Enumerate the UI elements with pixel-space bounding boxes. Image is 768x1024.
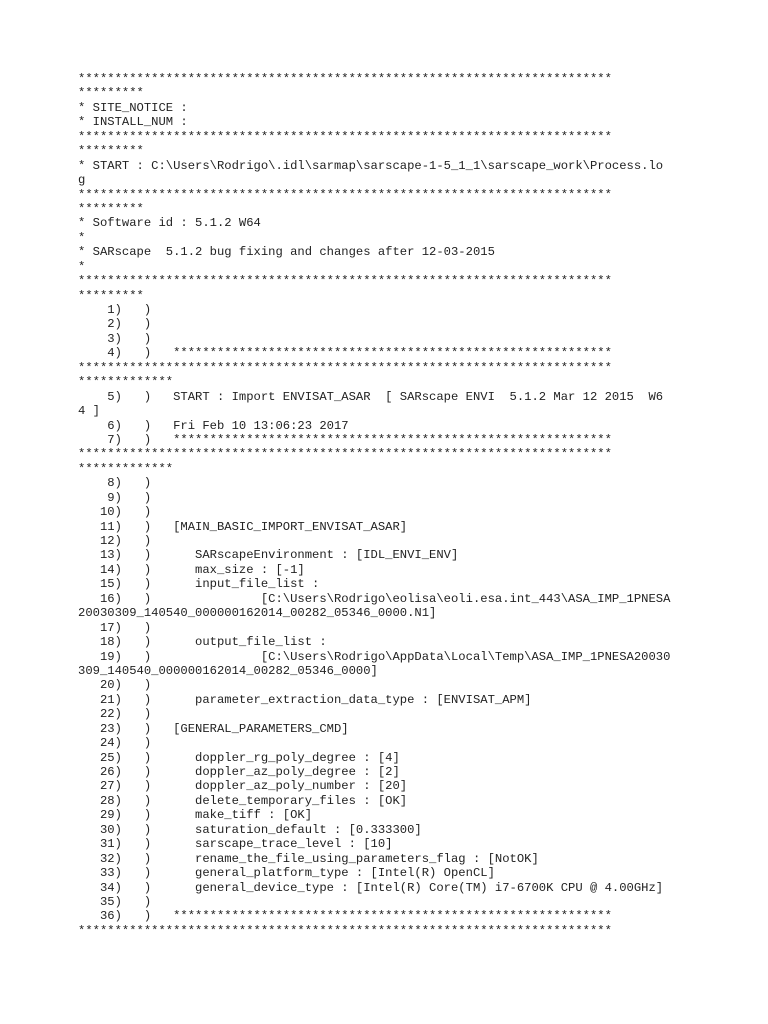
log-line: 15) ) input_file_list :	[78, 577, 320, 592]
log-line: 21) ) parameter_extraction_data_type : [ENVISAT_APM]	[78, 692, 532, 707]
log-line: 9) )	[78, 490, 152, 505]
log-line: 8) )	[78, 476, 152, 491]
log-line: *************************************************************************	[78, 360, 612, 375]
log-line: *********	[78, 144, 144, 159]
log-line: 26) ) doppler_az_poly_degree : [2]	[78, 765, 400, 779]
log-line: 18) ) output_file_list :	[78, 635, 327, 650]
log-line: 16) ) [C:\Users\Rodrigo\eolisa\eoli.esa.int_443\ASA_IMP_1PNESA	[78, 591, 671, 606]
log-line: *************************************************************************	[78, 447, 612, 462]
log-line: 4) ) ************************************************************	[78, 346, 612, 361]
log-line: 12) )	[78, 534, 152, 548]
log-line: 6) ) Fri Feb 10 13:06:23 2017	[78, 418, 349, 433]
log-line: 20) )	[78, 678, 152, 693]
log-line: *************************************************************************	[78, 274, 612, 289]
log-line: 34) ) general_device_type : [Intel(R) Core(TM) i7-6700K CPU @ 4.00GHz]	[78, 880, 664, 895]
log-line: 4 ]	[78, 404, 100, 419]
log-line: 3) )	[78, 331, 152, 346]
log-line: 2) )	[78, 317, 152, 332]
log-line: 35) )	[78, 894, 152, 909]
log-line: * INSTALL_NUM :	[78, 115, 188, 130]
log-line: *************************************************************************	[78, 72, 612, 86]
log-line: 5) ) START : Import ENVISAT_ASAR [ SARscape ENVI 5.1.2 Mar 12 2015 W6	[78, 389, 664, 404]
log-line: 28) ) delete_temporary_files : [OK]	[78, 793, 408, 808]
log-line: 19) ) [C:\Users\Rodrigo\AppData\Local\Temp\ASA_IMP_1PNESA20030	[78, 649, 671, 664]
log-line: 36) ) ************************************************************	[78, 909, 612, 924]
log-line: *************	[78, 461, 174, 476]
log-line: g	[78, 173, 86, 188]
log-line: 31) ) sarscape_trace_level : [10]	[78, 837, 393, 852]
log-line: 30) ) saturation_default : [0.333300]	[78, 822, 422, 837]
log-line: *	[78, 230, 86, 245]
log-line: *	[78, 259, 86, 274]
log-line: 32) ) rename_the_file_using_parameters_flag : [NotOK]	[78, 851, 539, 866]
log-line: *********	[78, 201, 144, 216]
log-line: * Software id : 5.1.2 W64	[78, 216, 261, 231]
log-line: * SARscape 5.1.2 bug fixing and changes after 12-03-2015	[78, 245, 495, 260]
log-line: * SITE_NOTICE :	[78, 100, 188, 115]
log-line: *********	[78, 288, 144, 303]
log-line: 309_140540_000000162014_00282_05346_0000]	[78, 663, 378, 678]
log-line: 17) )	[78, 620, 152, 635]
log-line: 10) )	[78, 505, 152, 520]
log-line: 25) ) doppler_rg_poly_degree : [4]	[78, 750, 400, 765]
log-line: *********	[78, 86, 144, 101]
log-line: 11) ) [MAIN_BASIC_IMPORT_ENVISAT_ASAR]	[78, 519, 408, 534]
log-line: * START : C:\Users\Rodrigo\.idl\sarmap\sarscape-1-5_1_1\sarscape_work\Process.lo	[78, 158, 664, 173]
log-line: *************************************************************************	[78, 923, 612, 938]
log-line: 13) ) SARscapeEnvironment : [IDL_ENVI_ENV]	[78, 548, 459, 563]
log-line: 22) )	[78, 707, 152, 722]
log-line: 20030309_140540_000000162014_00282_05346_0000.N1]	[78, 606, 437, 621]
process-log-text	[78, 72, 693, 938]
log-line: 27) ) doppler_az_poly_number : [20]	[78, 779, 408, 794]
log-line: 23) ) [GENERAL_PARAMETERS_CMD]	[78, 721, 349, 736]
log-line: 24) )	[78, 736, 152, 751]
log-line: *************************************************************************	[78, 187, 612, 202]
log-line: *************	[78, 375, 174, 390]
log-line: 33) ) general_platform_type : [Intel(R) OpenCL]	[78, 866, 495, 881]
log-line: 29) ) make_tiff : [OK]	[78, 808, 313, 823]
log-line: 1) )	[78, 303, 152, 317]
log-line: *************************************************************************	[78, 129, 612, 144]
log-line: 7) ) ************************************************************	[78, 432, 612, 447]
log-line: 14) ) max_size : [-1]	[78, 562, 305, 577]
